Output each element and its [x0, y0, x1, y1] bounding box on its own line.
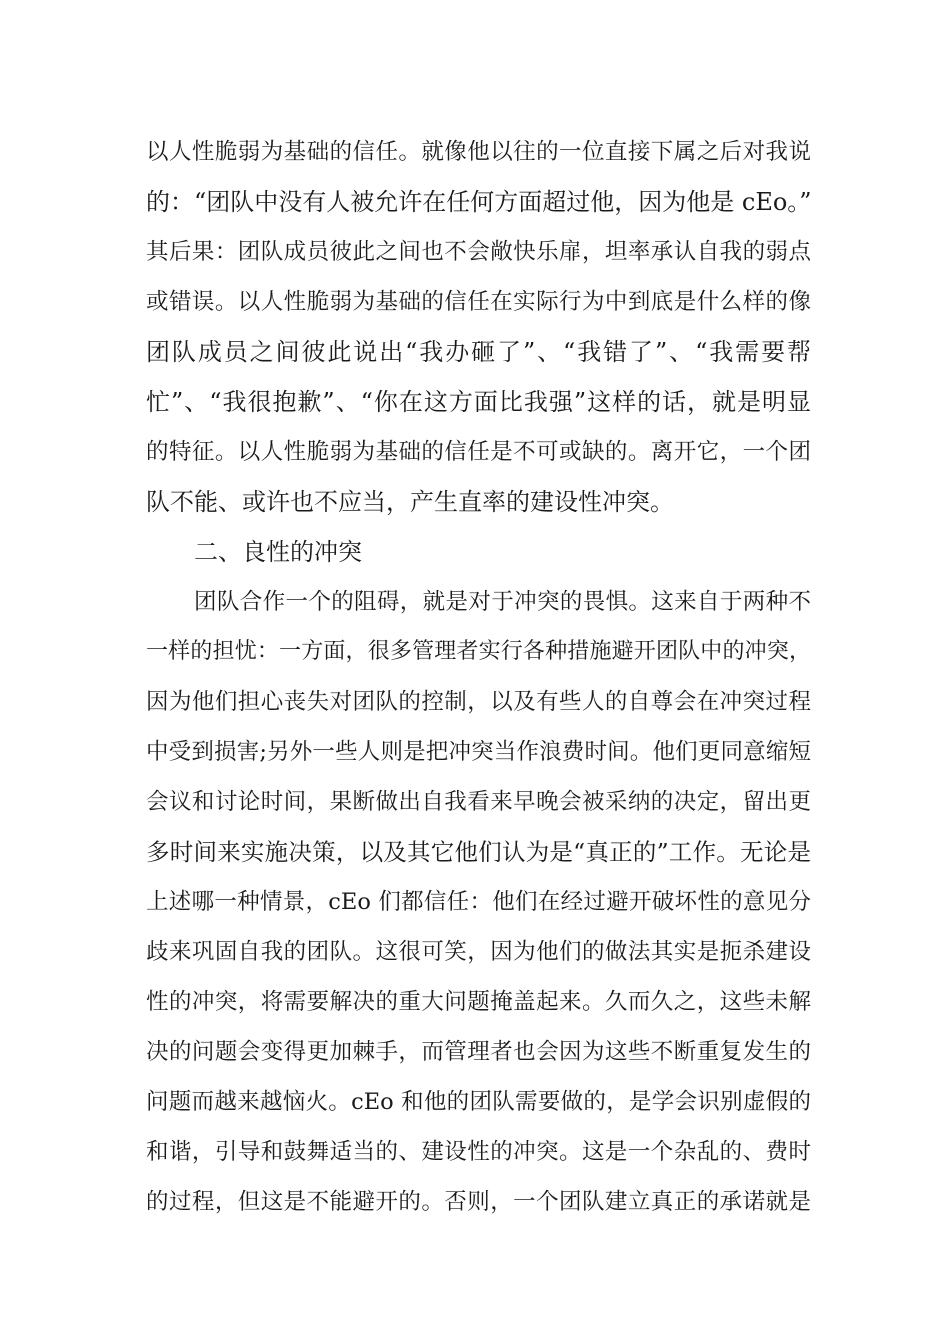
- paragraph-line: 或错误。以人性脆弱为基础的信任在实际行为中到底是什么样的像: [146, 289, 811, 315]
- paragraph-line: 会议和讨论时间，果断做出自我看来早晚会被采纳的决定，留出更: [146, 789, 811, 815]
- paragraph-line: 队不能、或许也不应当，产生直率的建设性冲突。: [146, 488, 674, 516]
- paragraph-line: 决的问题会变得更加棘手，而管理者也会因为这些不断重复发生的: [146, 1039, 811, 1065]
- paragraph-line: 性的冲突，将需要解决的重大问题掩盖起来。久而久之，这些未解: [146, 989, 811, 1015]
- paragraph-line: 中受到损害;另外一些人则是把冲突当作浪费时间。他们更同意缩短: [146, 739, 811, 765]
- paragraph-line: 上述哪一种情景，cEo 们都信任：他们在经过避开破坏性的意见分: [146, 889, 811, 915]
- paragraph-line: 以人性脆弱为基础的信任。就像他以往的一位直接下属之后对我说: [146, 139, 811, 165]
- paragraph-line: 其后果：团队成员彼此之间也不会敞快乐扉，坦率承认自我的弱点: [146, 239, 811, 265]
- paragraph-line: 团队合作一个的阻碍，就是对于冲突的畏惧。这来自于两种不: [194, 589, 811, 615]
- section-heading: 二、良性的冲突: [194, 538, 362, 566]
- paragraph-line: 一样的担忧：一方面，很多管理者实行各种措施避开团队中的冲突，: [146, 639, 811, 664]
- paragraph-line: 的特征。以人性脆弱为基础的信任是不可或缺的。离开它，一个团: [146, 439, 811, 465]
- paragraph-line: 忙”、“我很抱歉”、“你在这方面比我强”这样的话，就是明显: [146, 388, 811, 416]
- paragraph-line: 问题而越来越恼火。cEo 和他的团队需要做的，是学会识别虚假的: [146, 1089, 811, 1115]
- paragraph-line: 多时间来实施决策，以及其它他们认为是“真正的”工作。无论是: [146, 838, 811, 866]
- paragraph-line: 团队成员之间彼此说出“我办砸了”、“我错了”、“我需要帮: [146, 338, 811, 366]
- paragraph-line: 的过程，但这是不能避开的。否则，一个团队建立真正的承诺就是: [146, 1189, 811, 1215]
- paragraph-line: 的：“团队中没有人被允许在任何方面超过他，因为他是 cEo。”: [146, 188, 812, 216]
- paragraph-line: 歧来巩固自我的团队。这很可笑，因为他们的做法其实是扼杀建设: [146, 939, 811, 965]
- paragraph-line: 因为他们担心丧失对团队的控制，以及有些人的自尊会在冲突过程: [146, 689, 811, 715]
- paragraph-line: 和谐，引导和鼓舞适当的、建设性的冲突。这是一个杂乱的、费时: [146, 1139, 811, 1165]
